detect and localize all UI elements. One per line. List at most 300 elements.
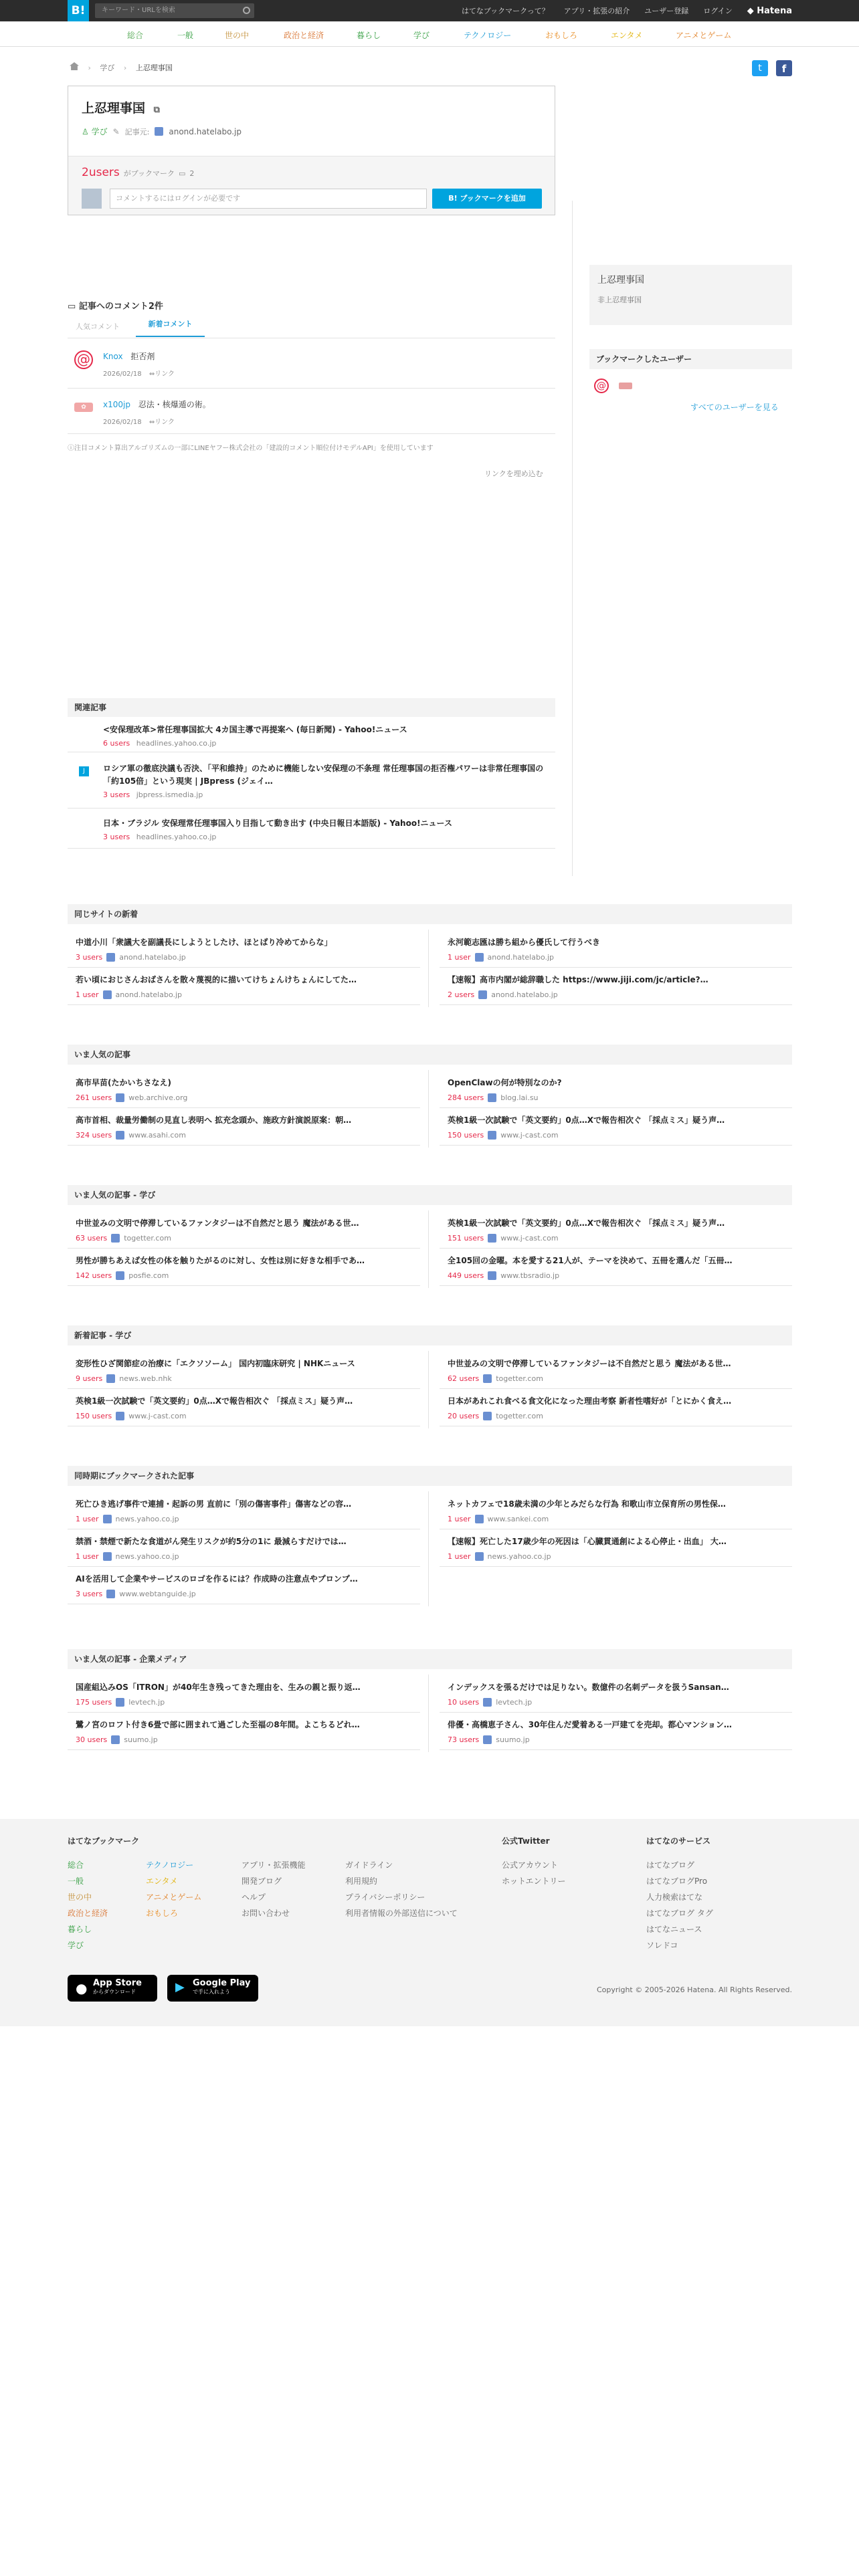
entry-title[interactable]: 上忍理事国 xyxy=(82,101,146,116)
entry-card-users[interactable]: 73 users xyxy=(448,1735,480,1744)
column-divider xyxy=(428,930,429,1007)
footer-link[interactable]: 人力検索はてな xyxy=(646,1893,703,1902)
footer-link[interactable]: ガイドライン xyxy=(345,1860,393,1870)
site-favicon-icon xyxy=(475,953,484,962)
add-bookmark-label: ブックマークを追加 xyxy=(460,194,526,203)
footer-link[interactable]: アニメとゲーム xyxy=(146,1893,202,1902)
tab-popular-comments[interactable]: 人気コメント xyxy=(76,322,120,331)
entry-meta xyxy=(82,126,541,137)
site-favicon-icon xyxy=(116,1698,124,1707)
comment-link[interactable]: ⇔リンク xyxy=(149,370,175,378)
entry-card[interactable] xyxy=(76,1391,411,1426)
entry-card-domain[interactable]: news.yahoo.co.jp xyxy=(487,1552,551,1561)
entry-card-title[interactable]: 若い頃におじさんおばさんを散々蔑視的に描いてけちょんけちょんにしてた… xyxy=(76,975,357,984)
entry-card-users[interactable]: 3 users xyxy=(76,953,103,962)
entry-card[interactable] xyxy=(448,1110,783,1145)
category-general[interactable]: 一般 xyxy=(177,31,194,40)
breadcrumb xyxy=(70,62,173,73)
footer-link[interactable]: はてなニュース xyxy=(646,1925,702,1934)
entry-card-users[interactable]: 151 users xyxy=(448,1234,484,1243)
comment-meta xyxy=(103,368,175,378)
home-icon[interactable] xyxy=(70,62,79,70)
entry-card[interactable] xyxy=(76,1677,411,1712)
entry-card-title[interactable]: 【速報】死亡した17歳少年の死因は「心臓貫通創による心停止・出血」 大… xyxy=(448,1537,727,1546)
entry-card-meta xyxy=(76,1374,411,1383)
footer-link[interactable]: 利用規約 xyxy=(345,1876,378,1886)
category-entertainment[interactable]: エンタメ xyxy=(611,31,643,40)
hatena-bookmark-logo[interactable]: B! xyxy=(68,0,89,21)
related-item[interactable] xyxy=(103,724,555,748)
footer-link[interactable]: エンタメ xyxy=(146,1876,178,1886)
entry-card-title[interactable]: 死亡ひき逃げ事件で連捕・起訴の男 直前に「別の傷害事件」傷害などの容… xyxy=(76,1499,352,1509)
entry-card-meta xyxy=(448,1093,783,1102)
entry-card-users[interactable]: 30 users xyxy=(76,1735,108,1744)
comment-divider xyxy=(68,388,555,389)
entry-card-title[interactable]: 中世並みの文明で停滞しているファンタジーは不自然だと思う 魔法がある世… xyxy=(448,1359,731,1368)
chevron-right-icon: › xyxy=(88,64,91,72)
entry-card-domain[interactable]: www.asahi.com xyxy=(128,1131,186,1140)
footer-link[interactable]: おもしろ xyxy=(146,1909,179,1918)
entry-card[interactable] xyxy=(76,1715,411,1749)
related-domain[interactable]: headlines.yahoo.co.jp xyxy=(136,833,217,841)
entry-card-title[interactable]: AIを活用して企業やサービスのロゴを作るには？作成時の注意点やプロンプ… xyxy=(76,1574,358,1584)
entry-summary-box xyxy=(589,265,792,325)
comment-divider xyxy=(68,433,555,434)
entry-card-title[interactable]: 中道小川「衆議大を副議長にしようとしたけ、ほとばり冷めてからな」 xyxy=(76,938,332,947)
entry-card-domain[interactable]: suumo.jp xyxy=(496,1735,530,1744)
site-favicon-icon xyxy=(116,1412,124,1420)
entry-card-title[interactable]: 全105回の金曜。本を愛する21人が、テーマを決めて、五冊を選んだ「五冊… xyxy=(448,1256,733,1265)
entry-divider xyxy=(68,1145,420,1146)
site-favicon-icon xyxy=(483,1374,492,1383)
entry-card-domain[interactable]: togetter.com xyxy=(496,1412,543,1420)
entry-divider xyxy=(440,967,792,968)
entry-card[interactable] xyxy=(76,1213,411,1248)
section-header: いま人気の記事 - 企業メディア xyxy=(68,1649,792,1669)
bookmarked-users-header: ブックマークしたユーザー xyxy=(589,349,792,369)
entry-card-users[interactable]: 1 user xyxy=(448,953,471,962)
summary-title: 上忍理事国 xyxy=(597,275,644,286)
entry-card[interactable] xyxy=(448,1715,783,1749)
entry-card-users[interactable]: 1 user xyxy=(448,1515,471,1523)
section-header: いま人気の記事 xyxy=(68,1045,792,1065)
chevron-right-icon: › xyxy=(123,64,127,72)
entry-card[interactable] xyxy=(76,932,411,967)
category-tag-label: 学び xyxy=(91,127,108,136)
entry-card-title[interactable]: 英検1級一次試験で「英文要約」0点…Xで報告相次ぐ 「採点ミス」疑う声… xyxy=(448,1218,725,1228)
footer-link[interactable]: 開発ブログ xyxy=(242,1876,282,1886)
entry-card[interactable] xyxy=(448,1213,783,1248)
entry-card-users[interactable]: 1 user xyxy=(448,1552,471,1561)
footer-link[interactable]: 一般 xyxy=(68,1876,84,1886)
entry-divider xyxy=(68,1749,420,1750)
entry-card-users[interactable]: 63 users xyxy=(76,1234,108,1243)
site-favicon-icon xyxy=(106,953,115,962)
footer-link[interactable]: はてなブログ xyxy=(646,1860,695,1870)
section-header: 同時期にブックマークされた記事 xyxy=(68,1466,792,1486)
entry-card-domain[interactable]: levtech.jp xyxy=(496,1698,533,1707)
site-favicon-icon xyxy=(488,1234,496,1243)
section-header: 同じサイトの新着 xyxy=(68,904,792,924)
google-play-icon: ▶ xyxy=(175,1980,185,1994)
entry-card-domain[interactable]: web.archive.org xyxy=(128,1093,188,1102)
entry-card-users[interactable]: 2 users xyxy=(448,990,475,999)
entry-card-title[interactable]: ネットカフェで18歳未満の少年とみだらな行為 和歌山市立保育所の男性保… xyxy=(448,1499,726,1509)
entry-card-domain[interactable]: www.j-cast.com xyxy=(500,1131,559,1140)
related-divider xyxy=(68,848,555,849)
entry-card-domain[interactable]: news.yahoo.co.jp xyxy=(115,1552,179,1561)
entry-card[interactable] xyxy=(76,1251,411,1285)
entry-card-title[interactable]: 【速報】高市内閣が総辞職した https://www.jiji.com/jc/article?… xyxy=(448,975,708,984)
source-domain[interactable]: anond.hatelabo.jp xyxy=(169,126,242,136)
related-item[interactable] xyxy=(103,762,555,799)
entry-card-title[interactable]: 英検1級一次試験で「英文要約」0点…Xで報告相次ぐ 「採点ミス」疑う声… xyxy=(76,1396,353,1406)
entry-card[interactable] xyxy=(448,1677,783,1712)
entry-card[interactable] xyxy=(448,1251,783,1285)
entry-card-meta xyxy=(448,953,783,962)
entry-card-meta xyxy=(76,1698,411,1707)
entry-divider xyxy=(440,1566,792,1567)
entry-card-meta xyxy=(76,1131,411,1140)
comment-notice-text: 注目コメント算出アルゴリズムの一部にLINEヤフー株式会社の「建設的コメント順位付けモデルAPI」を使用しています xyxy=(74,445,434,452)
entry-card-title[interactable]: 変形性ひざ関節症の治療に「エクソソーム」 国内初臨床研究 | NHKニュース xyxy=(76,1359,355,1368)
entry-card-domain[interactable]: togetter.com xyxy=(496,1374,543,1383)
user-avatar[interactable]: @ xyxy=(594,379,609,393)
site-favicon-icon: J xyxy=(79,766,89,776)
entry-card-title[interactable]: 男性が勝ちあえば女性の体を触りたがるのに対し、女性は別に好きな相手であ… xyxy=(76,1256,365,1265)
entry-card-domain[interactable]: blog.lai.su xyxy=(500,1093,539,1102)
site-favicon-icon xyxy=(488,1271,496,1280)
category-all[interactable]: 総合 xyxy=(127,31,144,40)
entry-card-domain[interactable]: anond.hatelabo.jp xyxy=(119,953,186,962)
entry-card[interactable] xyxy=(76,1110,411,1145)
add-bookmark-button[interactable]: B! ブックマークを追加 xyxy=(432,189,542,209)
facebook-share-icon[interactable]: f xyxy=(776,60,792,76)
entry-card-meta xyxy=(448,1412,783,1420)
entry-divider xyxy=(68,1388,420,1389)
entry-card-users[interactable]: 150 users xyxy=(76,1412,112,1420)
site-favicon-icon xyxy=(106,1590,115,1598)
entry-card-title[interactable]: 高市首相、裁量労働制の見直し表明へ 拡充念頭か、施政方針演説原案：朝… xyxy=(76,1115,352,1125)
entry-card-domain[interactable]: www.webtanguide.jp xyxy=(119,1590,196,1598)
nav-signup[interactable]: ユーザー登録 xyxy=(644,7,689,15)
entry-card-meta xyxy=(448,1234,783,1243)
entry-card-title[interactable]: 俳優・高橋恵子さん、30年住んだ愛着ある一戸建てを売却。都心マンション… xyxy=(448,1720,732,1729)
comment-row xyxy=(103,350,155,362)
entry-card-domain[interactable]: suumo.jp xyxy=(124,1735,158,1744)
entry-card-meta xyxy=(76,1271,411,1280)
search-input[interactable] xyxy=(95,3,254,18)
entry-divider xyxy=(440,1749,792,1750)
apple-icon: ● xyxy=(76,1980,88,1996)
source-label: 記事元: xyxy=(124,127,150,136)
entry-card[interactable] xyxy=(76,1494,411,1529)
entry-title-row xyxy=(82,98,541,116)
comment-link-label: リンク xyxy=(155,419,175,426)
site-favicon-icon xyxy=(488,1093,496,1102)
entry-card-domain[interactable]: anond.hatelabo.jp xyxy=(115,990,183,999)
footer-link[interactable]: はてなブログPro xyxy=(646,1876,708,1886)
entry-card-users[interactable]: 62 users xyxy=(448,1374,480,1383)
site-favicon-icon xyxy=(488,1131,496,1140)
entry-card-users[interactable]: 3 users xyxy=(76,1590,103,1598)
footer-link[interactable]: ヘルプ xyxy=(242,1893,266,1902)
footer-services-title: はてなのサービス xyxy=(646,1836,711,1846)
breadcrumb-category[interactable]: 学び xyxy=(100,64,115,72)
breadcrumb-current: 上忍理事国 xyxy=(135,64,173,72)
twitter-share-icon[interactable]: t xyxy=(752,60,768,76)
entry-divider xyxy=(68,1712,420,1713)
entry-card[interactable] xyxy=(448,932,783,967)
app-store-label: App Store xyxy=(93,1978,142,1988)
site-favicon-icon xyxy=(155,127,163,136)
footer-link[interactable]: ホットエントリー xyxy=(502,1876,566,1886)
section-header: 新着記事 - 学び xyxy=(68,1325,792,1346)
entry-card-meta xyxy=(76,1234,411,1243)
entry-card-users[interactable]: 261 users xyxy=(76,1093,112,1102)
column-divider xyxy=(428,1210,429,1288)
entry-card[interactable] xyxy=(76,1073,411,1107)
user-avatar[interactable]: @ xyxy=(74,350,93,369)
external-link-icon[interactable]: ⧉ xyxy=(153,105,160,115)
entry-card-domain[interactable]: levtech.jp xyxy=(128,1698,165,1707)
entry-divider xyxy=(68,1566,420,1567)
entry-divider xyxy=(440,1145,792,1146)
entry-card-title[interactable]: 国産組込みOS「ITRON」が40年生き残ってきた理由を、生みの親と振り返… xyxy=(76,1683,361,1692)
footer-link[interactable]: 利用者情報の外部送信について xyxy=(345,1909,458,1918)
category-social[interactable]: 世の中 xyxy=(225,31,250,40)
entry-divider xyxy=(68,1285,420,1286)
category-tag[interactable]: ♙ 学び xyxy=(82,127,108,136)
entry-card[interactable] xyxy=(76,1531,411,1566)
tab-new-comments[interactable]: 新着コメント xyxy=(136,318,205,337)
related-title[interactable]: <安保理改革>常任理事国拡大 4カ国主導で再提案へ (毎日新聞) - Yahoo!ニュース xyxy=(103,725,407,734)
app-store-badge[interactable] xyxy=(68,1975,157,2002)
entry-card-meta xyxy=(448,1374,783,1383)
entry-card-meta xyxy=(448,990,783,999)
summary-text: 非上忍理事国 xyxy=(597,296,642,304)
entry-card-users[interactable]: 324 users xyxy=(76,1131,112,1140)
entry-card-domain[interactable]: www.j-cast.com xyxy=(128,1412,187,1420)
google-play-badge[interactable] xyxy=(167,1975,258,2002)
bookmark-users-count[interactable]: 2users xyxy=(82,166,120,179)
user-avatar[interactable] xyxy=(619,383,632,389)
entry-divider xyxy=(440,1388,792,1389)
footer-link[interactable]: ソレドコ xyxy=(646,1941,678,1950)
entry-card-title[interactable]: 高市早苗(たかいちさなえ) xyxy=(76,1078,171,1087)
entry-divider xyxy=(440,1712,792,1713)
entry-card-users[interactable]: 284 users xyxy=(448,1093,484,1102)
entry-card-domain[interactable]: togetter.com xyxy=(124,1234,171,1243)
nav-about[interactable]: はてなブックマークって？ xyxy=(461,7,549,15)
entry-card-domain[interactable]: www.sankei.com xyxy=(487,1515,549,1523)
entry-box xyxy=(68,86,555,215)
related-domain[interactable]: jbpress.ismedia.jp xyxy=(136,790,203,799)
related-users[interactable]: 3 users xyxy=(103,833,130,841)
top-nav xyxy=(462,0,792,21)
entry-card-domain[interactable]: news.web.nhk xyxy=(119,1374,172,1383)
entry-card-users[interactable]: 9 users xyxy=(76,1374,103,1383)
comment-user[interactable]: Knox xyxy=(103,352,123,361)
entry-card-meta xyxy=(76,1515,411,1523)
app-store-sublabel: からダウンロード xyxy=(93,1989,136,1995)
comment-row xyxy=(103,399,211,410)
comment-icon: ▭ xyxy=(179,169,186,178)
entry-card-domain[interactable]: news.yahoo.co.jp xyxy=(115,1515,179,1523)
footer-link[interactable]: はてなブログ タグ xyxy=(646,1909,713,1918)
entry-card[interactable] xyxy=(448,1354,783,1388)
comment-count: 2 xyxy=(189,169,195,178)
footer-bookmark-title: はてなブックマーク xyxy=(68,1836,140,1846)
related-domain[interactable]: headlines.yahoo.co.jp xyxy=(136,739,217,748)
site-favicon-icon xyxy=(475,1552,484,1561)
entry-card-title[interactable]: 英検1級一次試験で「英文要約」0点…Xで報告相次ぐ 「採点ミス」疑う声… xyxy=(448,1115,725,1125)
entry-card-domain[interactable]: anond.hatelabo.jp xyxy=(487,953,555,962)
entry-card-meta xyxy=(76,1552,411,1561)
footer-link[interactable]: 政治と経済 xyxy=(68,1909,108,1918)
entry-divider xyxy=(68,1004,420,1005)
site-favicon-icon xyxy=(116,1271,124,1280)
related-title[interactable]: 日本・ブラジル 安保理常任理事国入り目指して動き出す (中央日報日本語版) - Yahoo!ニュース xyxy=(103,819,452,828)
edit-icon[interactable]: ✎ xyxy=(112,126,120,136)
entry-card-meta xyxy=(76,1093,411,1102)
entry-card[interactable] xyxy=(448,1073,783,1107)
site-favicon-icon xyxy=(103,1552,112,1561)
site-favicon-icon xyxy=(103,1515,112,1523)
footer-link[interactable]: 公式アカウント xyxy=(502,1860,558,1870)
entry-card-domain[interactable]: anond.hatelabo.jp xyxy=(491,990,558,999)
entry-divider xyxy=(440,1285,792,1286)
entry-card-users[interactable]: 20 users xyxy=(448,1412,480,1420)
footer-link[interactable]: 暮らし xyxy=(68,1925,92,1934)
entry-card-title[interactable]: 禁酒・禁煙で新たな食道がん発生リスクが約5分の1に 最減らすだけでは… xyxy=(76,1537,347,1546)
related-title[interactable]: ロシア軍の徹底決議も否決、「平和維持」のために機能しない安保理の不条理 常任理事国の拒否権パワーは非常任理事国の「約105倍」という現実 | JBpress (ジェイ… xyxy=(103,764,544,786)
top-bar xyxy=(0,0,859,21)
entry-card-title[interactable]: 鷺ノ宮のロフト付き6畳で部に囲まれて過ごした至福の8年間。よこちるどれ… xyxy=(76,1720,360,1729)
footer-link[interactable]: 学び xyxy=(68,1941,84,1950)
comments-header-label: 記事へのコメント2件 xyxy=(78,302,163,312)
search-icon[interactable] xyxy=(243,7,250,14)
comment-user[interactable]: x100jp xyxy=(103,400,130,409)
entry-card-domain[interactable]: posfie.com xyxy=(128,1271,169,1280)
footer-link[interactable]: アプリ・拡張機能 xyxy=(242,1860,306,1870)
info-icon: ⓘ xyxy=(68,445,74,452)
entry-card-users[interactable]: 10 users xyxy=(448,1698,480,1707)
entry-card-title[interactable]: 永河範志匯は勝ち組から優氏して行うべき xyxy=(448,938,601,947)
footer-link[interactable]: 総合 xyxy=(68,1860,84,1870)
entry-card[interactable] xyxy=(448,1494,783,1529)
see-all-users-link[interactable]: すべてのユーザーを見る xyxy=(690,403,779,412)
site-favicon-icon xyxy=(483,1698,492,1707)
google-play-label: Google Play xyxy=(193,1978,251,1988)
footer-link[interactable]: お問い合わせ xyxy=(242,1909,290,1918)
entry-card-users[interactable]: 449 users xyxy=(448,1271,484,1280)
column-divider xyxy=(428,1070,429,1148)
entry-card-users[interactable]: 1 user xyxy=(76,990,99,999)
related-header: 関連記事 xyxy=(68,698,555,717)
entry-card[interactable] xyxy=(76,970,411,1004)
entry-card-users[interactable]: 1 user xyxy=(76,1552,99,1561)
entry-divider xyxy=(440,1107,792,1108)
entry-card-users[interactable]: 150 users xyxy=(448,1131,484,1140)
category-economics[interactable]: 政治と経済 xyxy=(284,31,324,40)
entry-card-title[interactable]: インデックスを張るだけでは足りない。数億件の名刺データを扱うSansan… xyxy=(448,1683,729,1692)
column-divider xyxy=(428,1675,429,1752)
related-users[interactable]: 3 users xyxy=(103,790,130,799)
related-users[interactable]: 6 users xyxy=(103,739,130,748)
entry-card-users[interactable]: 1 user xyxy=(76,1515,99,1523)
entry-divider xyxy=(68,967,420,968)
site-favicon-icon xyxy=(483,1735,492,1744)
category-it[interactable]: テクノロジー xyxy=(464,31,512,40)
category-game[interactable]: アニメとゲーム xyxy=(676,31,732,40)
site-favicon-icon xyxy=(116,1093,124,1102)
entry-divider xyxy=(68,1107,420,1108)
related-item[interactable] xyxy=(103,817,555,841)
comment-date[interactable]: 2026/02/18 xyxy=(103,370,142,378)
entry-divider xyxy=(440,1004,792,1005)
entry-card-title[interactable]: 中世並みの文明で停滞しているファンタジーは不自然だと思う 魔法がある世… xyxy=(76,1218,359,1228)
entry-card-meta xyxy=(448,1735,783,1744)
user-avatar[interactable]: ✿ xyxy=(74,403,93,412)
entry-card-domain[interactable]: www.j-cast.com xyxy=(500,1234,559,1243)
section-header: いま人気の記事 - 学び xyxy=(68,1185,792,1205)
entry-card[interactable] xyxy=(448,970,783,1004)
entry-card[interactable] xyxy=(448,1391,783,1426)
column-divider xyxy=(428,1351,429,1428)
entry-card-users[interactable]: 175 users xyxy=(76,1698,112,1707)
embed-link[interactable]: リンクを埋め込む xyxy=(484,469,543,478)
comment-text: 忍法・核爆遁の術。 xyxy=(138,400,211,409)
comment-date[interactable]: 2026/02/18 xyxy=(103,419,142,426)
site-favicon-icon xyxy=(483,1412,492,1420)
entry-card-domain[interactable]: www.tbsradio.jp xyxy=(500,1271,560,1280)
category-nav xyxy=(0,21,859,47)
entry-card-meta xyxy=(76,990,411,999)
footer xyxy=(0,1819,859,2026)
site-favicon-icon xyxy=(106,1374,115,1383)
comment-placeholder: コメントするにはログインが必要です xyxy=(116,194,241,203)
footer-link[interactable]: 世の中 xyxy=(68,1893,92,1902)
entry-divider xyxy=(440,1248,792,1249)
entry-card[interactable] xyxy=(76,1569,411,1604)
entry-card[interactable] xyxy=(76,1354,411,1388)
entry-card-meta xyxy=(448,1698,783,1707)
entry-card-meta xyxy=(448,1515,783,1523)
entry-card-title[interactable]: 日本があれこれ食べる食文化になった理由考察 新者性嗜好が「とにかく食え… xyxy=(448,1396,732,1406)
comment-input[interactable] xyxy=(110,189,427,209)
nav-login[interactable]: ログイン xyxy=(703,7,733,15)
site-favicon-icon xyxy=(478,990,487,999)
hatena-brand[interactable]: ◆ Hatena xyxy=(747,5,792,16)
nav-apps[interactable]: アプリ・拡張の紹介 xyxy=(563,7,630,15)
entry-card-meta xyxy=(76,1735,411,1744)
site-favicon-icon xyxy=(111,1234,120,1243)
comments-header xyxy=(68,299,163,312)
footer-link[interactable]: プライバシーポリシー xyxy=(345,1893,425,1902)
entry-card-users[interactable]: 142 users xyxy=(76,1271,112,1280)
entry-card[interactable] xyxy=(448,1531,783,1566)
category-life[interactable]: 暮らし xyxy=(357,31,381,40)
comment-link[interactable]: ⇔リンク xyxy=(149,419,175,426)
entry-card-meta xyxy=(448,1131,783,1140)
category-fun[interactable]: おもしろ xyxy=(545,31,578,40)
entry-card-meta xyxy=(76,1590,411,1598)
entry-card-meta xyxy=(76,953,411,962)
entry-card-title[interactable]: OpenClawの何が特別なのか? xyxy=(448,1078,562,1087)
footer-link[interactable]: テクノロジー xyxy=(146,1860,194,1870)
category-knowledge[interactable]: 学び xyxy=(413,31,430,40)
